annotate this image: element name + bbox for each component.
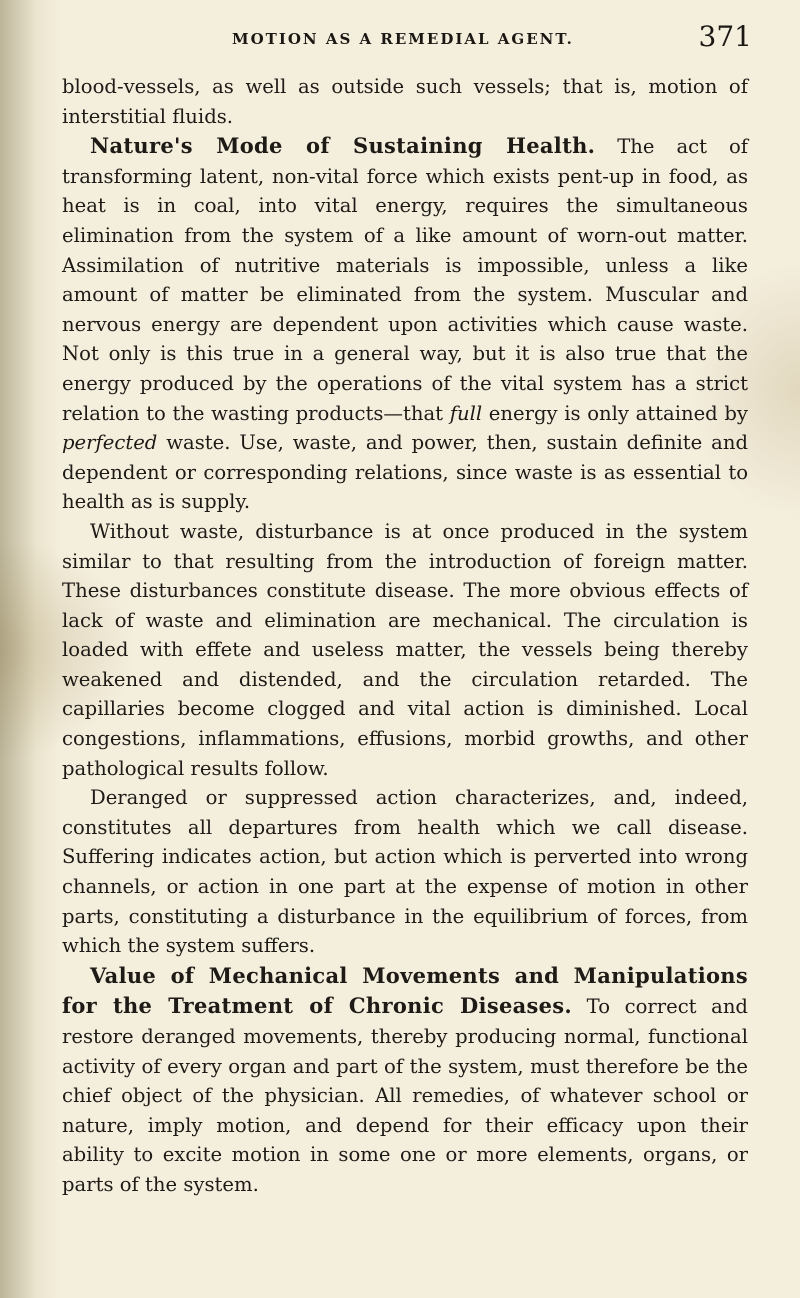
page-gutter-shadow — [0, 0, 60, 1298]
paragraph-continuation: blood-vessels, as well as outside such vessels; that is, motion of interstitial fluids. — [62, 75, 748, 128]
page-number: 371 — [698, 20, 752, 53]
emphasis-perfected: perfected — [62, 431, 158, 455]
paragraph-natures-mode — [62, 131, 748, 517]
paragraph-text: To correct and restore deranged movements, thereby producing normal, functional activity of every organ and part of the system, must therefore be the chief object of the physician. All remedies, of whatever school or nature, imply motion, and depend for their efficacy upon their ability to excite motion in some one or more elements, organs, or parts of the system. — [62, 995, 748, 1196]
paragraph-text: energy is only attained by — [482, 401, 748, 425]
emphasis-full: full — [449, 401, 483, 425]
paragraph-without-waste: Without waste, disturbance is at once produced in the system similar to that resulting from the introduction of foreign matter. These disturbances constitute disease. The more obvious effects of lack of waste and elimination are mechanical. The circulation is loaded with effete and useless matter, the vessels being thereby weakened and distended, and the circulation retarded. The capillaries become clogged and vital action is diminished. Local congestions, inflammations, effusions, morbid growths, and other pathological results follow. — [62, 519, 748, 780]
paragraph-value-of-movements — [62, 961, 748, 1200]
body-text — [62, 72, 748, 1200]
paragraph-text: The act of transforming latent, non-vital force which exists pent-up in food, as heat is in coal, into vital energy, requires the simultaneous elimination from the system of a like amount of worn-out matter. Assimilation of nutritive materials is impossible, unless a like amount of matter be eliminated from the system. Muscular and nervous energy are dependent upon activities which cause waste. Not only is this true in a general way, but it is also true that the energy produced by the operations of the vital system has a strict relation to the wasting products—that — [62, 135, 749, 425]
section-heading-natures-mode: Nature's Mode of Sustaining Health. — [90, 133, 596, 159]
paragraph-text: waste. Use, waste, and power, then, sustain definite and dependent or corresponding relations, since waste is as essential to health as is supply. — [62, 431, 748, 514]
paragraph-deranged-action: Deranged or suppressed action characterizes, and, indeed, constitutes all departures from health which we call disease. Suffering indicates action, but action which is perverted into wrong channels, or action in one part at the expense of motion in other parts, constituting a disturbance in the equilibrium of forces, from which the system suffers. — [62, 786, 748, 958]
page-header — [232, 20, 752, 56]
section-heading-mechanical-movements: Value of Mechanical Movements and Manipulations for the Treatment of Chronic Diseases. — [62, 962, 748, 1019]
running-head: MOTION AS A REMEDIAL AGENT. — [232, 30, 574, 48]
